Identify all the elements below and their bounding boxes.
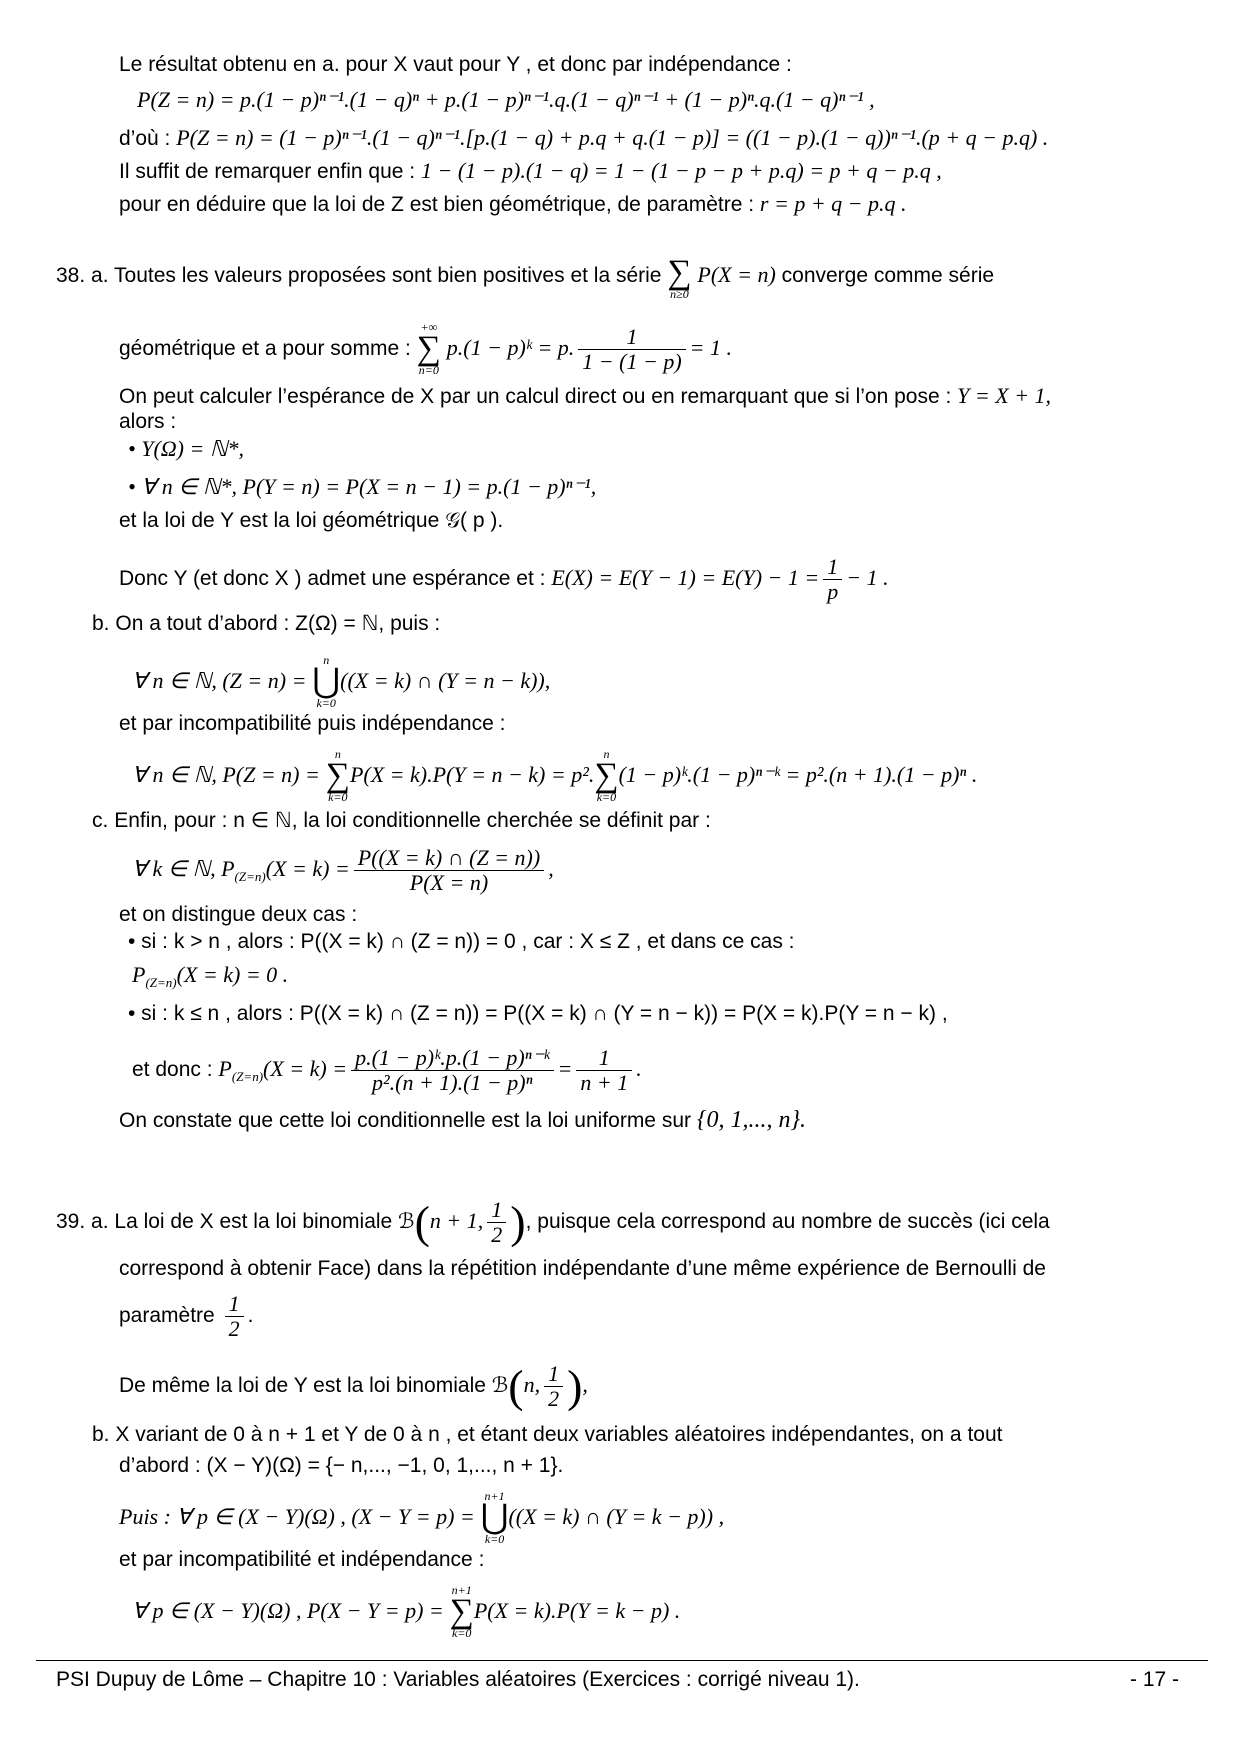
fraction: $\frac{1}{p}$	[823, 555, 842, 604]
paren-close: )	[567, 1360, 583, 1412]
equation: ((X = k) ∩ (Y = n − k)),	[340, 668, 551, 693]
equation: $P_{(Z=n)}(X = k) = 0$ .	[132, 962, 289, 990]
equation: {0, 1,..., n}.	[696, 1107, 807, 1133]
text-line: et la loi de Y est la loi géométrique 𝒢( p ).	[119, 509, 504, 532]
fraction: $\frac{1}{n + 1}$	[576, 1046, 632, 1095]
fraction: $\frac{1}{1 - (1 - p)}$	[578, 325, 685, 374]
equation: =	[557, 1056, 573, 1081]
text-line	[119, 1482, 724, 1553]
equation: n,	[523, 1372, 541, 1397]
equation: r = p + q − p.q .	[759, 191, 907, 216]
union-symbol: n ⋃ k=0	[312, 653, 341, 711]
bullet-item: • si : k ≤ n , alors : P((X = k) ∩ (Z = n)) = P((X = k) ∩ (Y = n − k)) = P(X = k).P(Y = n − k) ,	[128, 1002, 948, 1025]
text-line: Le résultat obtenu en a. pour X vaut pour Y , et donc par indépendance :	[119, 53, 792, 76]
text-line	[132, 838, 554, 908]
equation: = 1 .	[689, 335, 732, 360]
sum-symbol: ∑ n≥0	[667, 254, 692, 301]
text-line	[119, 125, 1048, 152]
equation: P(X = n)	[697, 262, 776, 287]
equation: P	[218, 1056, 232, 1081]
text: On peut calculer l’espérance de X par un calcul direct ou en remarquant que si l’on pose :	[119, 385, 952, 408]
text-line: d’abord : (X − Y)(Ω) = {− n,..., −1, 0, 1,..., n + 1}.	[119, 1454, 564, 1477]
text: , puisque cela correspond au nombre de succès (ici cela	[525, 1210, 1050, 1233]
exercise-38-c	[92, 808, 711, 834]
subscript: (Z=n)	[231, 1069, 264, 1084]
footer-title: PSI Dupuy de Lôme – Chapitre 10 : Variables aléatoires (Exercices : corrigé niveau 1).	[56, 1668, 860, 1691]
fraction: $\frac{1}{2}$	[544, 1362, 563, 1411]
equation: ,	[582, 1372, 588, 1397]
label: Il suffit de remarquer enfin que :	[119, 160, 416, 183]
paren-open: (	[414, 1196, 430, 1248]
text-line	[119, 191, 907, 218]
equation: (1 − p)ᵏ.(1 − p)ⁿ⁻ᵏ = p².(n + 1).(1 − p)ⁿ .	[618, 762, 978, 787]
label: d’où :	[119, 127, 171, 150]
fraction: $\frac{P((X = k) \cap (Z = n))}{P(X = n)}$	[354, 846, 544, 895]
text: Donc Y (et donc X ) admet une espérance et :	[119, 567, 546, 590]
equation: ,	[548, 856, 554, 881]
sum-symbol: n+1 ∑ k=0	[449, 1583, 474, 1641]
text: paramètre	[119, 1304, 215, 1327]
text: converge comme série	[781, 264, 995, 287]
label: géométrique et a pour somme :	[119, 337, 411, 360]
text-line	[132, 1034, 642, 1112]
page-number: - 17 -	[1130, 1668, 1180, 1691]
text-line	[132, 646, 550, 717]
text: De même la loi de Y est la loi binomiale ℬ	[119, 1374, 509, 1397]
bullet-item: • Y(Ω) = ℕ*,	[128, 436, 244, 461]
text-line	[119, 158, 942, 185]
equation: p.(1 − p)ᵏ = p.	[446, 335, 575, 360]
paren-open: (	[508, 1360, 524, 1412]
exercise-39-b	[92, 1422, 1002, 1448]
label: pour en déduire que la loi de Z est bien géométrique, de paramètre :	[119, 193, 755, 216]
text-line	[119, 548, 889, 609]
text: La loi de X est la loi binomiale ℬ	[114, 1210, 415, 1233]
equation: ∀ k ∈ ℕ, P	[132, 856, 235, 881]
label: et donc :	[132, 1058, 213, 1081]
union-symbol: n+1 ⋃ k=0	[480, 1489, 509, 1547]
subscript: (Z=n)	[234, 869, 266, 884]
item-label: b.	[92, 1423, 110, 1446]
equation: P(Z = n) = (1 − p)ⁿ⁻¹.(1 − q)ⁿ⁻¹.[p.(1 − q) + p.q + q.(1 − p)] = ((1 − p).(1 − q))ⁿ⁻¹.(p + q − p.q) .	[176, 125, 1049, 150]
paren-close: )	[510, 1196, 526, 1248]
text-line	[132, 740, 977, 811]
text-line	[119, 1285, 253, 1347]
equation: P(X = k).P(Y = k − p) .	[473, 1598, 681, 1623]
bullet-item: • si : k > n , alors : P((X = k) ∩ (Z = n)) = 0 , car : X ≤ Z , et dans ce cas :	[128, 930, 795, 953]
equation: ((X = k) ∩ (Y = k − p)) ,	[508, 1504, 725, 1529]
fraction: $\frac{1}{2}$	[487, 1198, 506, 1247]
equation: P(X = k).P(Y = n − k) = p².	[349, 762, 595, 787]
exercise-number: 38. a.	[56, 264, 109, 287]
fraction: $\frac{\text{p.(1 − p)ᵏ.p.(1 − p)ⁿ⁻ᵏ}}{\text{p².(n + 1).(1 − p)ⁿ}}$	[351, 1046, 553, 1095]
text: Toutes les valeurs proposées sont bien positives et la série	[114, 264, 662, 287]
item-label: c.	[92, 809, 109, 832]
text: On a tout d’abord : Z(Ω) = ℕ, puis :	[115, 612, 441, 635]
equation: − 1 .	[846, 565, 889, 590]
text-line	[119, 318, 732, 379]
text: Enfin, pour : n ∈ ℕ, la loi conditionnelle cherchée se définit par :	[114, 809, 711, 832]
text-line: et par incompatibilité puis indépendance :	[119, 712, 506, 735]
text-line	[132, 1576, 680, 1647]
text-line: et on distingue deux cas :	[119, 903, 358, 926]
equation: n + 1,	[429, 1208, 484, 1233]
item-label: b.	[92, 612, 110, 635]
footer-divider	[36, 1660, 1208, 1661]
text-line: correspond à obtenir Face) dans la répétition indépendante d’une même expérience de Bernoulli de	[119, 1257, 1046, 1280]
sum-symbol: n ∑ k=0	[325, 747, 350, 805]
equation: 1 − (1 − p).(1 − q) = 1 − (1 − p − p + p.q) = p + q − p.q ,	[420, 158, 942, 183]
text: .	[247, 1304, 254, 1327]
text-line	[119, 383, 1051, 410]
fraction: $\frac{1}{2}$	[225, 1292, 244, 1341]
equation: .	[636, 1056, 642, 1081]
exercise-38-a	[56, 254, 995, 301]
text-line	[119, 1107, 806, 1134]
equation: E(X) = E(Y − 1) = E(Y) − 1 =	[551, 565, 820, 590]
text-line: alors :	[119, 410, 177, 433]
equation: ∀ n ∈ ℕ, P(Z = n) =	[132, 762, 320, 787]
bullet-item: • ∀ n ∈ ℕ*, P(Y = n) = P(X = n − 1) = p.(1 − p)ⁿ⁻¹,	[128, 474, 597, 499]
sum-symbol: +∞ ∑ n=0	[416, 320, 441, 378]
equation: (X = k) =	[265, 856, 350, 881]
equation: P(Z = n) = p.(1 − p)ⁿ⁻¹.(1 − q)ⁿ + p.(1 − p)ⁿ⁻¹.q.(1 − q)ⁿ⁻¹ + (1 − p)ⁿ.q.(1 − q)ⁿ⁻¹ ,	[137, 87, 875, 112]
equation: Y = X + 1,	[957, 383, 1052, 408]
equation: (X = k) =	[263, 1056, 348, 1081]
exercise-number: 39. a.	[56, 1210, 109, 1233]
text: X variant de 0 à n + 1 et Y de 0 à n , et étant deux variables aléatoires indépendantes, on a tout	[115, 1423, 1003, 1446]
equation: ∀ n ∈ ℕ, (Z = n) =	[132, 668, 307, 693]
sum-symbol: n ∑ k=0	[594, 747, 619, 805]
text-line: et par incompatibilité et indépendance :	[119, 1548, 485, 1571]
text: On constate que cette loi conditionnelle est la loi uniforme sur	[119, 1109, 691, 1132]
equation: ∀ p ∈ (X − Y)(Ω) , P(X − Y = p) =	[132, 1598, 444, 1623]
text-line	[119, 1350, 588, 1421]
exercise-38-b	[92, 611, 440, 637]
exercise-39-a	[56, 1186, 1050, 1257]
equation: Puis : ∀ p ∈ (X − Y)(Ω) , (X − Y = p) =	[119, 1504, 475, 1529]
